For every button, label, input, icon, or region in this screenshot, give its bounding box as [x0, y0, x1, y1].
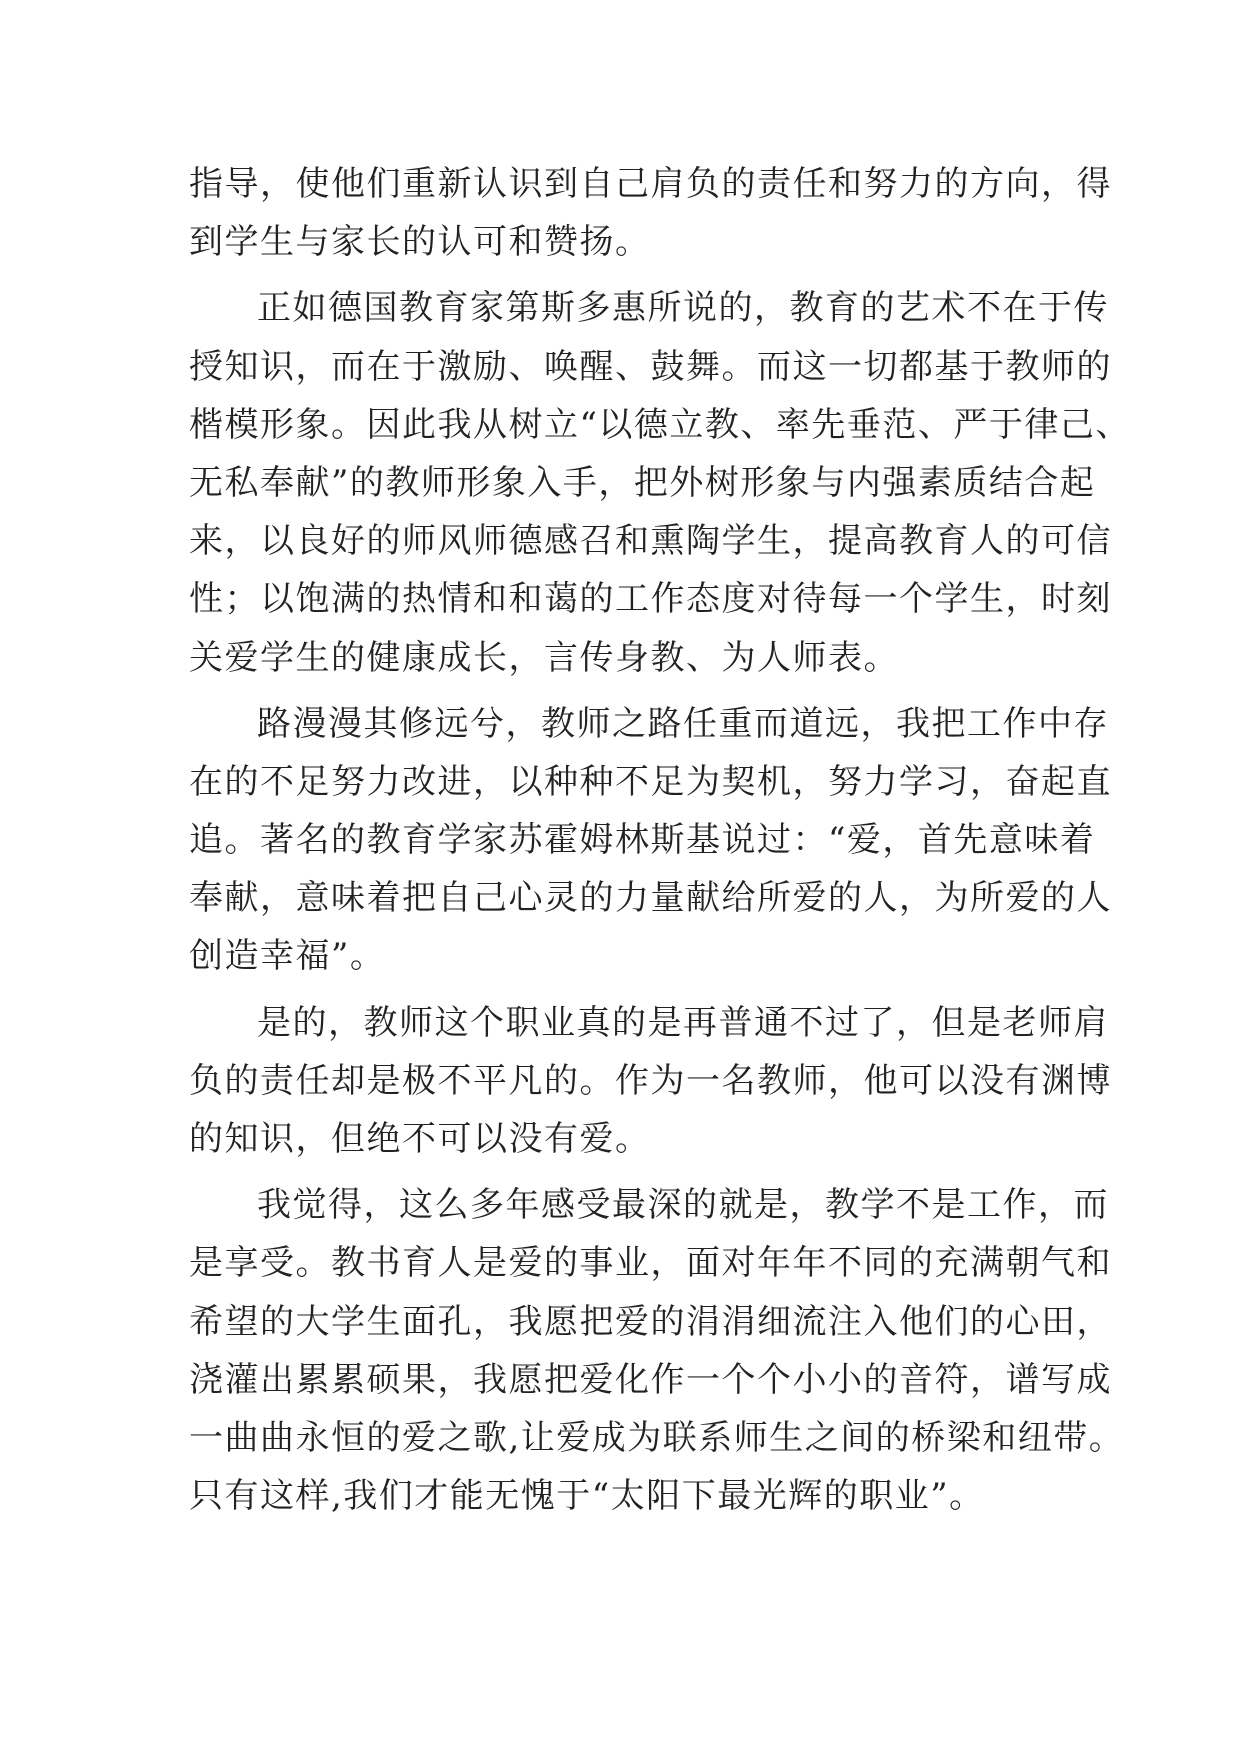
document-body [189, 155, 1131, 1525]
text-line: 来，以良好的师风师德感召和熏陶学生，提高教育人的可信 [189, 521, 1112, 562]
paragraph [189, 279, 1131, 686]
text-line: 我觉得，这么多年感受最深的就是，教学不是工作，而 [257, 1185, 1109, 1226]
text-line: 在的不足努力改进，以种种不足为契机，努力学习，奋起直 [189, 761, 1112, 802]
paragraph-gap [189, 1168, 1053, 1176]
text-line: 是享受。教书育人是爱的事业，面对年年不同的充满朝气和 [189, 1243, 1112, 1284]
text-line: 追。著名的教育学家苏霍姆林斯基说过：“爱，首先意味着 [189, 820, 1096, 861]
text-line: 是的，教师这个职业真的是再普通不过了，但是老师肩 [257, 1002, 1109, 1043]
text-line: 奉献，意味着把自己心灵的力量献给所爱的人，为所爱的人 [189, 878, 1112, 919]
text-line: 指导，使他们重新认识到自己肩负的责任和努力的方向，得 [189, 164, 1112, 204]
paragraph [189, 994, 1112, 1169]
text-line: 负的责任却是极不平凡的。作为一名教师，他可以没有渊博 [189, 1060, 1112, 1101]
text-line: 性；以饱满的热情和和蔼的工作态度对待每一个学生，时刻 [189, 579, 1112, 620]
text-line: 路漫漫其修远兮，教师之路任重而道远，我把工作中存 [257, 703, 1109, 744]
text-line: 只有这样,我们才能无愧于“太阳下最光辉的职业”。 [189, 1476, 985, 1517]
text-line: 浇灌出累累硕果，我愿把爱化作一个个小小的音符，谱写成 [189, 1359, 1112, 1400]
text-line: 授知识，而在于激励、唤醒、鼓舞。而这一切都基于教师的 [189, 346, 1112, 387]
paragraph [189, 695, 1112, 986]
text-line: 的知识，但绝不可以没有爱。 [189, 1119, 651, 1159]
text-line: 一曲曲永恒的爱之歌,让爱成为联系师生之间的桥梁和纽带。 [189, 1417, 1125, 1458]
text-line: 无私奉献”的教师形象入手，把外树形象与内强素质结合起 [189, 462, 1096, 503]
paragraph-gap [189, 687, 1053, 695]
paragraph [189, 1176, 1125, 1525]
text-line: 关爱学生的健康成长，言传身教、为人师表。 [189, 637, 899, 678]
text-line: 正如德国教育家第斯多惠所说的，教育的艺术不在于传 [257, 288, 1109, 329]
text-line: 楷模形象。因此我从树立“以德立教、率先垂范、严于律己、 [189, 404, 1131, 445]
paragraph-gap [189, 986, 1053, 994]
text-line: 到学生与家长的认可和赞扬。 [189, 222, 651, 263]
paragraph-gap [189, 271, 1053, 279]
text-line: 希望的大学生面孔，我愿把爱的涓涓细流注入他们的心田， [189, 1301, 1112, 1342]
paragraph [189, 155, 1112, 271]
text-line: 创造幸福”。 [189, 936, 386, 977]
